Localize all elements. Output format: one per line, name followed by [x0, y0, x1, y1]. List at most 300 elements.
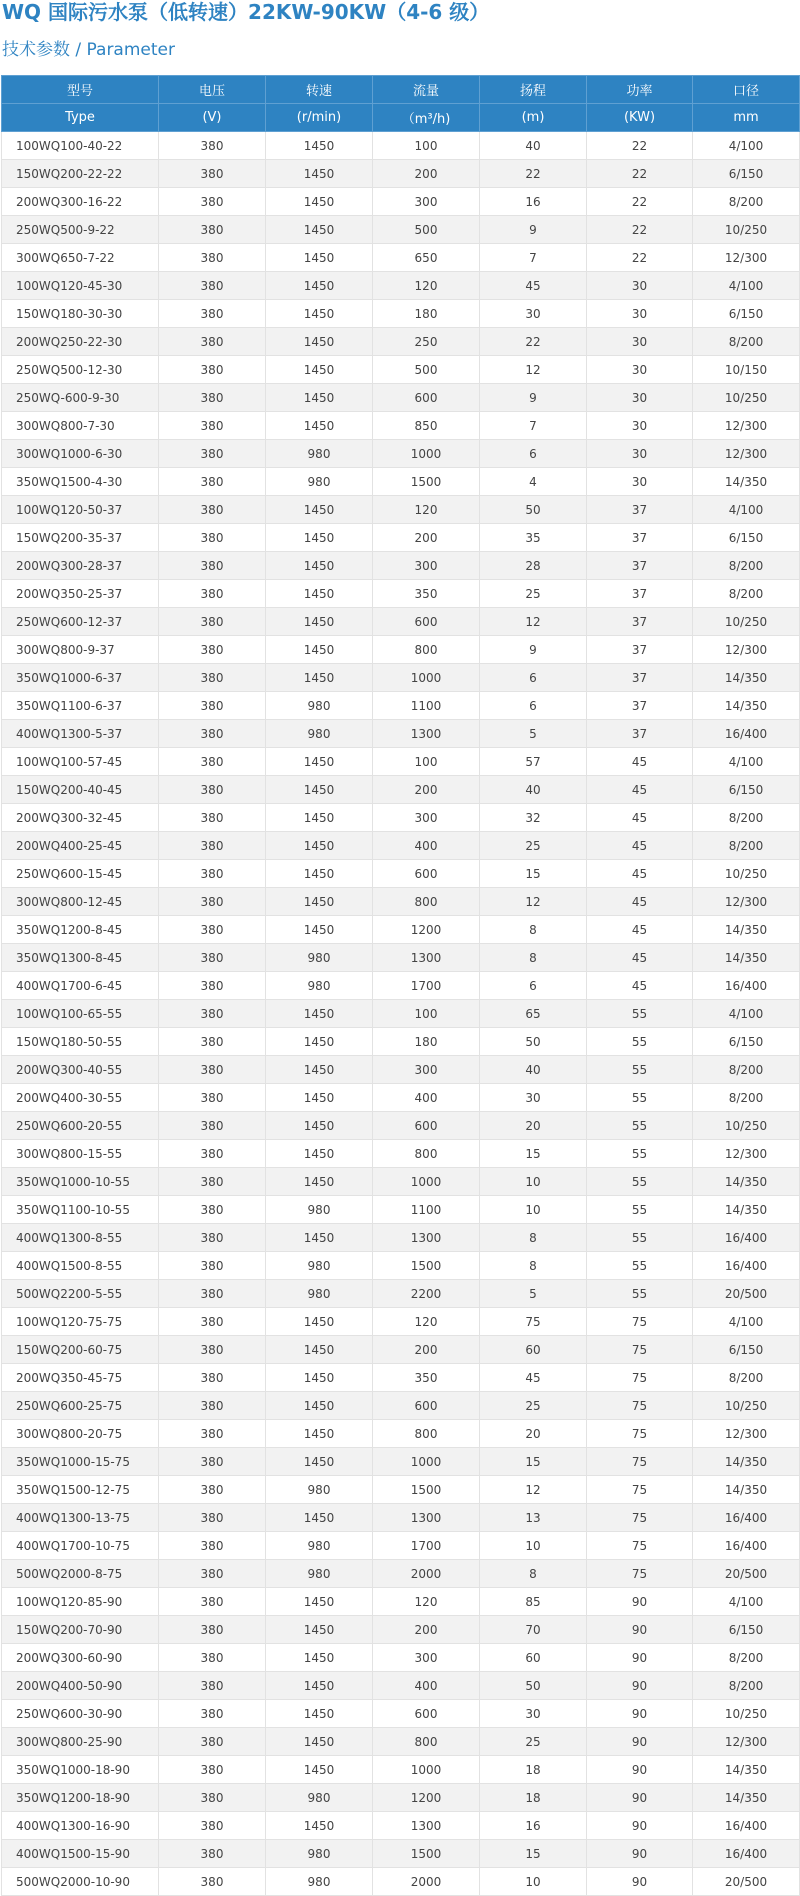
power-cell: 55: [587, 1224, 693, 1252]
table-row: [2, 1336, 800, 1364]
power-cell: 30: [587, 412, 693, 440]
flow-cell: 200: [373, 1616, 480, 1644]
head-cell: 6: [480, 440, 587, 468]
diameter-cell: 4/100: [693, 496, 800, 524]
table-row: [2, 1840, 800, 1868]
head-cell: 9: [480, 384, 587, 412]
power-cell: 22: [587, 216, 693, 244]
head-cell: 15: [480, 1448, 587, 1476]
table-row: [2, 1084, 800, 1112]
head-cell: 25: [480, 580, 587, 608]
voltage-cell: 380: [159, 1588, 266, 1616]
type-cell: 300WQ650-7-22: [2, 244, 159, 272]
head-cell: 12: [480, 1476, 587, 1504]
voltage-cell: 380: [159, 440, 266, 468]
type-cell: 200WQ400-30-55: [2, 1084, 159, 1112]
head-cell: 70: [480, 1616, 587, 1644]
table-row: [2, 1056, 800, 1084]
power-cell: 75: [587, 1476, 693, 1504]
voltage-cell: 380: [159, 832, 266, 860]
voltage-cell: 380: [159, 664, 266, 692]
diameter-cell: 8/200: [693, 580, 800, 608]
speed-cell: 1450: [266, 412, 373, 440]
table-row: [2, 552, 800, 580]
type-cell: 150WQ180-30-30: [2, 300, 159, 328]
head-cell: 18: [480, 1756, 587, 1784]
voltage-cell: 380: [159, 776, 266, 804]
head-cell: 40: [480, 1056, 587, 1084]
type-cell: 200WQ300-60-90: [2, 1644, 159, 1672]
speed-cell: 1450: [266, 1364, 373, 1392]
type-cell: 200WQ400-25-45: [2, 832, 159, 860]
power-cell: 55: [587, 1168, 693, 1196]
speed-cell: 1450: [266, 300, 373, 328]
flow-cell: 600: [373, 1700, 480, 1728]
speed-cell: 1450: [266, 580, 373, 608]
voltage-cell: 380: [159, 1448, 266, 1476]
head-cell: 15: [480, 1140, 587, 1168]
type-cell: 200WQ350-45-75: [2, 1364, 159, 1392]
header-cell: 流量: [373, 76, 480, 104]
type-cell: 350WQ1200-8-45: [2, 916, 159, 944]
diameter-cell: 8/200: [693, 1364, 800, 1392]
speed-cell: 1450: [266, 664, 373, 692]
flow-cell: 120: [373, 272, 480, 300]
type-cell: 250WQ-600-9-30: [2, 384, 159, 412]
diameter-cell: 16/400: [693, 720, 800, 748]
table-row: [2, 580, 800, 608]
speed-cell: 980: [266, 1196, 373, 1224]
speed-cell: 1450: [266, 1812, 373, 1840]
header-cell: 功率: [587, 76, 693, 104]
parameter-table: [1, 75, 800, 1896]
diameter-cell: 12/300: [693, 440, 800, 468]
table-row: [2, 720, 800, 748]
flow-cell: 120: [373, 1308, 480, 1336]
voltage-cell: 380: [159, 1252, 266, 1280]
type-cell: 350WQ1300-8-45: [2, 944, 159, 972]
voltage-cell: 380: [159, 300, 266, 328]
type-cell: 200WQ300-16-22: [2, 188, 159, 216]
table-header: [2, 76, 800, 132]
table-row: [2, 832, 800, 860]
flow-cell: 300: [373, 1056, 480, 1084]
diameter-cell: 16/400: [693, 1252, 800, 1280]
speed-cell: 980: [266, 972, 373, 1000]
table-row: [2, 1168, 800, 1196]
table-row: [2, 1196, 800, 1224]
diameter-cell: 10/250: [693, 216, 800, 244]
head-cell: 25: [480, 832, 587, 860]
header-cell: (r/min): [266, 104, 373, 132]
table-row: [2, 328, 800, 356]
speed-cell: 980: [266, 1280, 373, 1308]
diameter-cell: 12/300: [693, 636, 800, 664]
head-cell: 5: [480, 1280, 587, 1308]
flow-cell: 1500: [373, 1252, 480, 1280]
voltage-cell: 380: [159, 328, 266, 356]
type-cell: 200WQ300-40-55: [2, 1056, 159, 1084]
table-row: [2, 1812, 800, 1840]
power-cell: 37: [587, 692, 693, 720]
flow-cell: 350: [373, 580, 480, 608]
header-cell: mm: [693, 104, 800, 132]
table-row: [2, 524, 800, 552]
voltage-cell: 380: [159, 132, 266, 160]
table-row: [2, 1420, 800, 1448]
speed-cell: 1450: [266, 832, 373, 860]
type-cell: 150WQ200-70-90: [2, 1616, 159, 1644]
head-cell: 7: [480, 244, 587, 272]
speed-cell: 1450: [266, 356, 373, 384]
table-row: [2, 1588, 800, 1616]
head-cell: 16: [480, 1812, 587, 1840]
table-row: [2, 748, 800, 776]
flow-cell: 1300: [373, 1812, 480, 1840]
diameter-cell: 6/150: [693, 1028, 800, 1056]
voltage-cell: 380: [159, 1224, 266, 1252]
power-cell: 37: [587, 720, 693, 748]
speed-cell: 1450: [266, 328, 373, 356]
header-cell: (V): [159, 104, 266, 132]
head-cell: 6: [480, 972, 587, 1000]
diameter-cell: 16/400: [693, 1224, 800, 1252]
head-cell: 8: [480, 916, 587, 944]
power-cell: 90: [587, 1784, 693, 1812]
diameter-cell: 8/200: [693, 1084, 800, 1112]
flow-cell: 350: [373, 1364, 480, 1392]
power-cell: 90: [587, 1756, 693, 1784]
type-cell: 500WQ2200-5-55: [2, 1280, 159, 1308]
head-cell: 20: [480, 1112, 587, 1140]
voltage-cell: 380: [159, 1308, 266, 1336]
power-cell: 55: [587, 1000, 693, 1028]
flow-cell: 100: [373, 132, 480, 160]
voltage-cell: 380: [159, 468, 266, 496]
table-row: [2, 636, 800, 664]
speed-cell: 1450: [266, 1308, 373, 1336]
head-cell: 10: [480, 1196, 587, 1224]
flow-cell: 200: [373, 524, 480, 552]
table-row: [2, 1532, 800, 1560]
voltage-cell: 380: [159, 188, 266, 216]
power-cell: 37: [587, 580, 693, 608]
diameter-cell: 10/250: [693, 1112, 800, 1140]
voltage-cell: 380: [159, 1728, 266, 1756]
speed-cell: 1450: [266, 272, 373, 300]
speed-cell: 980: [266, 1252, 373, 1280]
voltage-cell: 380: [159, 580, 266, 608]
type-cell: 200WQ300-32-45: [2, 804, 159, 832]
diameter-cell: 6/150: [693, 776, 800, 804]
type-cell: 250WQ600-25-75: [2, 1392, 159, 1420]
diameter-cell: 16/400: [693, 1840, 800, 1868]
flow-cell: 1300: [373, 944, 480, 972]
table-row: [2, 1616, 800, 1644]
voltage-cell: 380: [159, 1420, 266, 1448]
table-body: [2, 132, 800, 1896]
type-cell: 100WQ120-75-75: [2, 1308, 159, 1336]
diameter-cell: 6/150: [693, 1616, 800, 1644]
diameter-cell: 8/200: [693, 1644, 800, 1672]
speed-cell: 980: [266, 720, 373, 748]
header-cell: 电压: [159, 76, 266, 104]
speed-cell: 980: [266, 944, 373, 972]
diameter-cell: 10/250: [693, 384, 800, 412]
power-cell: 37: [587, 496, 693, 524]
diameter-cell: 8/200: [693, 832, 800, 860]
flow-cell: 1500: [373, 1476, 480, 1504]
diameter-cell: 4/100: [693, 272, 800, 300]
flow-cell: 1300: [373, 720, 480, 748]
flow-cell: 1100: [373, 692, 480, 720]
speed-cell: 1450: [266, 1700, 373, 1728]
speed-cell: 1450: [266, 1168, 373, 1196]
speed-cell: 1450: [266, 524, 373, 552]
head-cell: 8: [480, 1224, 587, 1252]
flow-cell: 300: [373, 188, 480, 216]
power-cell: 90: [587, 1812, 693, 1840]
header-cell: Type: [2, 104, 159, 132]
voltage-cell: 380: [159, 1784, 266, 1812]
table-row: [2, 1224, 800, 1252]
table-row: [2, 916, 800, 944]
type-cell: 200WQ400-50-90: [2, 1672, 159, 1700]
table-row: [2, 412, 800, 440]
flow-cell: 2000: [373, 1560, 480, 1588]
power-cell: 45: [587, 776, 693, 804]
power-cell: 90: [587, 1672, 693, 1700]
voltage-cell: 380: [159, 496, 266, 524]
diameter-cell: 16/400: [693, 1504, 800, 1532]
flow-cell: 600: [373, 1112, 480, 1140]
power-cell: 55: [587, 1028, 693, 1056]
voltage-cell: 380: [159, 804, 266, 832]
voltage-cell: 380: [159, 1644, 266, 1672]
flow-cell: 200: [373, 160, 480, 188]
head-cell: 15: [480, 1840, 587, 1868]
speed-cell: 1450: [266, 860, 373, 888]
table-row: [2, 1728, 800, 1756]
power-cell: 75: [587, 1504, 693, 1532]
type-cell: 400WQ1500-15-90: [2, 1840, 159, 1868]
power-cell: 30: [587, 328, 693, 356]
speed-cell: 1450: [266, 132, 373, 160]
flow-cell: 850: [373, 412, 480, 440]
head-cell: 8: [480, 944, 587, 972]
power-cell: 55: [587, 1112, 693, 1140]
power-cell: 90: [587, 1616, 693, 1644]
voltage-cell: 380: [159, 1532, 266, 1560]
flow-cell: 800: [373, 1140, 480, 1168]
voltage-cell: 380: [159, 1756, 266, 1784]
speed-cell: 1450: [266, 496, 373, 524]
flow-cell: 1500: [373, 468, 480, 496]
table-row: [2, 216, 800, 244]
flow-cell: 300: [373, 1644, 480, 1672]
power-cell: 37: [587, 636, 693, 664]
voltage-cell: 380: [159, 608, 266, 636]
diameter-cell: 14/350: [693, 664, 800, 692]
type-cell: 200WQ250-22-30: [2, 328, 159, 356]
power-cell: 75: [587, 1336, 693, 1364]
voltage-cell: 380: [159, 1056, 266, 1084]
table-row: [2, 1700, 800, 1728]
header-cell: 型号: [2, 76, 159, 104]
power-cell: 45: [587, 860, 693, 888]
head-cell: 13: [480, 1504, 587, 1532]
table-row: [2, 188, 800, 216]
table-row: [2, 664, 800, 692]
flow-cell: 1200: [373, 916, 480, 944]
flow-cell: 500: [373, 356, 480, 384]
speed-cell: 980: [266, 440, 373, 468]
table-row: [2, 160, 800, 188]
head-cell: 30: [480, 300, 587, 328]
power-cell: 45: [587, 944, 693, 972]
power-cell: 75: [587, 1532, 693, 1560]
header-cell: 扬程: [480, 76, 587, 104]
type-cell: 350WQ1500-12-75: [2, 1476, 159, 1504]
diameter-cell: 8/200: [693, 552, 800, 580]
power-cell: 75: [587, 1392, 693, 1420]
type-cell: 100WQ100-57-45: [2, 748, 159, 776]
diameter-cell: 8/200: [693, 328, 800, 356]
diameter-cell: 4/100: [693, 1000, 800, 1028]
diameter-cell: 4/100: [693, 132, 800, 160]
diameter-cell: 6/150: [693, 160, 800, 188]
diameter-cell: 6/150: [693, 524, 800, 552]
voltage-cell: 380: [159, 1140, 266, 1168]
table-row: [2, 1364, 800, 1392]
voltage-cell: 380: [159, 860, 266, 888]
speed-cell: 1450: [266, 1336, 373, 1364]
power-cell: 75: [587, 1364, 693, 1392]
voltage-cell: 380: [159, 972, 266, 1000]
type-cell: 100WQ120-85-90: [2, 1588, 159, 1616]
head-cell: 8: [480, 1560, 587, 1588]
power-cell: 45: [587, 748, 693, 776]
flow-cell: 200: [373, 776, 480, 804]
power-cell: 22: [587, 188, 693, 216]
type-cell: 150WQ200-35-37: [2, 524, 159, 552]
head-cell: 16: [480, 188, 587, 216]
speed-cell: 1450: [266, 384, 373, 412]
type-cell: 350WQ1100-6-37: [2, 692, 159, 720]
diameter-cell: 16/400: [693, 1812, 800, 1840]
type-cell: 400WQ1300-8-55: [2, 1224, 159, 1252]
head-cell: 30: [480, 1700, 587, 1728]
type-cell: 300WQ800-20-75: [2, 1420, 159, 1448]
power-cell: 30: [587, 300, 693, 328]
type-cell: 400WQ1300-5-37: [2, 720, 159, 748]
power-cell: 30: [587, 272, 693, 300]
voltage-cell: 380: [159, 1812, 266, 1840]
speed-cell: 980: [266, 1532, 373, 1560]
type-cell: 100WQ120-50-37: [2, 496, 159, 524]
head-cell: 60: [480, 1644, 587, 1672]
speed-cell: 1450: [266, 1588, 373, 1616]
power-cell: 90: [587, 1868, 693, 1896]
flow-cell: 1700: [373, 972, 480, 1000]
diameter-cell: 6/150: [693, 1336, 800, 1364]
head-cell: 28: [480, 552, 587, 580]
type-cell: 400WQ1500-8-55: [2, 1252, 159, 1280]
flow-cell: 1000: [373, 664, 480, 692]
table-row: [2, 888, 800, 916]
power-cell: 37: [587, 608, 693, 636]
voltage-cell: 380: [159, 1168, 266, 1196]
diameter-cell: 14/350: [693, 1448, 800, 1476]
flow-cell: 800: [373, 1728, 480, 1756]
diameter-cell: 8/200: [693, 1056, 800, 1084]
table-row: [2, 944, 800, 972]
type-cell: 150WQ200-40-45: [2, 776, 159, 804]
voltage-cell: 380: [159, 1616, 266, 1644]
flow-cell: 250: [373, 328, 480, 356]
speed-cell: 1450: [266, 1504, 373, 1532]
header-cell: 口径: [693, 76, 800, 104]
head-cell: 40: [480, 776, 587, 804]
diameter-cell: 16/400: [693, 1532, 800, 1560]
table-row: [2, 300, 800, 328]
header-cell: (KW): [587, 104, 693, 132]
table-row: [2, 776, 800, 804]
power-cell: 90: [587, 1700, 693, 1728]
table-row: [2, 1028, 800, 1056]
diameter-cell: 12/300: [693, 244, 800, 272]
table-row: [2, 1504, 800, 1532]
type-cell: 400WQ1700-10-75: [2, 1532, 159, 1560]
table-row: [2, 496, 800, 524]
head-cell: 22: [480, 328, 587, 356]
diameter-cell: 16/400: [693, 972, 800, 1000]
speed-cell: 1450: [266, 1616, 373, 1644]
speed-cell: 1450: [266, 1084, 373, 1112]
type-cell: 150WQ180-50-55: [2, 1028, 159, 1056]
table-row: [2, 440, 800, 468]
power-cell: 90: [587, 1588, 693, 1616]
head-cell: 9: [480, 216, 587, 244]
flow-cell: 500: [373, 216, 480, 244]
diameter-cell: 12/300: [693, 1728, 800, 1756]
speed-cell: 980: [266, 1784, 373, 1812]
type-cell: 100WQ100-40-22: [2, 132, 159, 160]
flow-cell: 400: [373, 1672, 480, 1700]
power-cell: 90: [587, 1840, 693, 1868]
head-cell: 75: [480, 1308, 587, 1336]
speed-cell: 1450: [266, 608, 373, 636]
speed-cell: 1450: [266, 748, 373, 776]
header-cell: 转速: [266, 76, 373, 104]
speed-cell: 980: [266, 1476, 373, 1504]
type-cell: 350WQ1000-18-90: [2, 1756, 159, 1784]
voltage-cell: 380: [159, 692, 266, 720]
table-row: [2, 1756, 800, 1784]
voltage-cell: 380: [159, 1476, 266, 1504]
table-row: [2, 1280, 800, 1308]
speed-cell: 1450: [266, 1140, 373, 1168]
diameter-cell: 8/200: [693, 804, 800, 832]
diameter-cell: 12/300: [693, 412, 800, 440]
diameter-cell: 6/150: [693, 300, 800, 328]
head-cell: 25: [480, 1728, 587, 1756]
flow-cell: 1700: [373, 1532, 480, 1560]
diameter-cell: 4/100: [693, 1588, 800, 1616]
diameter-cell: 10/250: [693, 1700, 800, 1728]
flow-cell: 120: [373, 1588, 480, 1616]
type-cell: 300WQ1000-6-30: [2, 440, 159, 468]
